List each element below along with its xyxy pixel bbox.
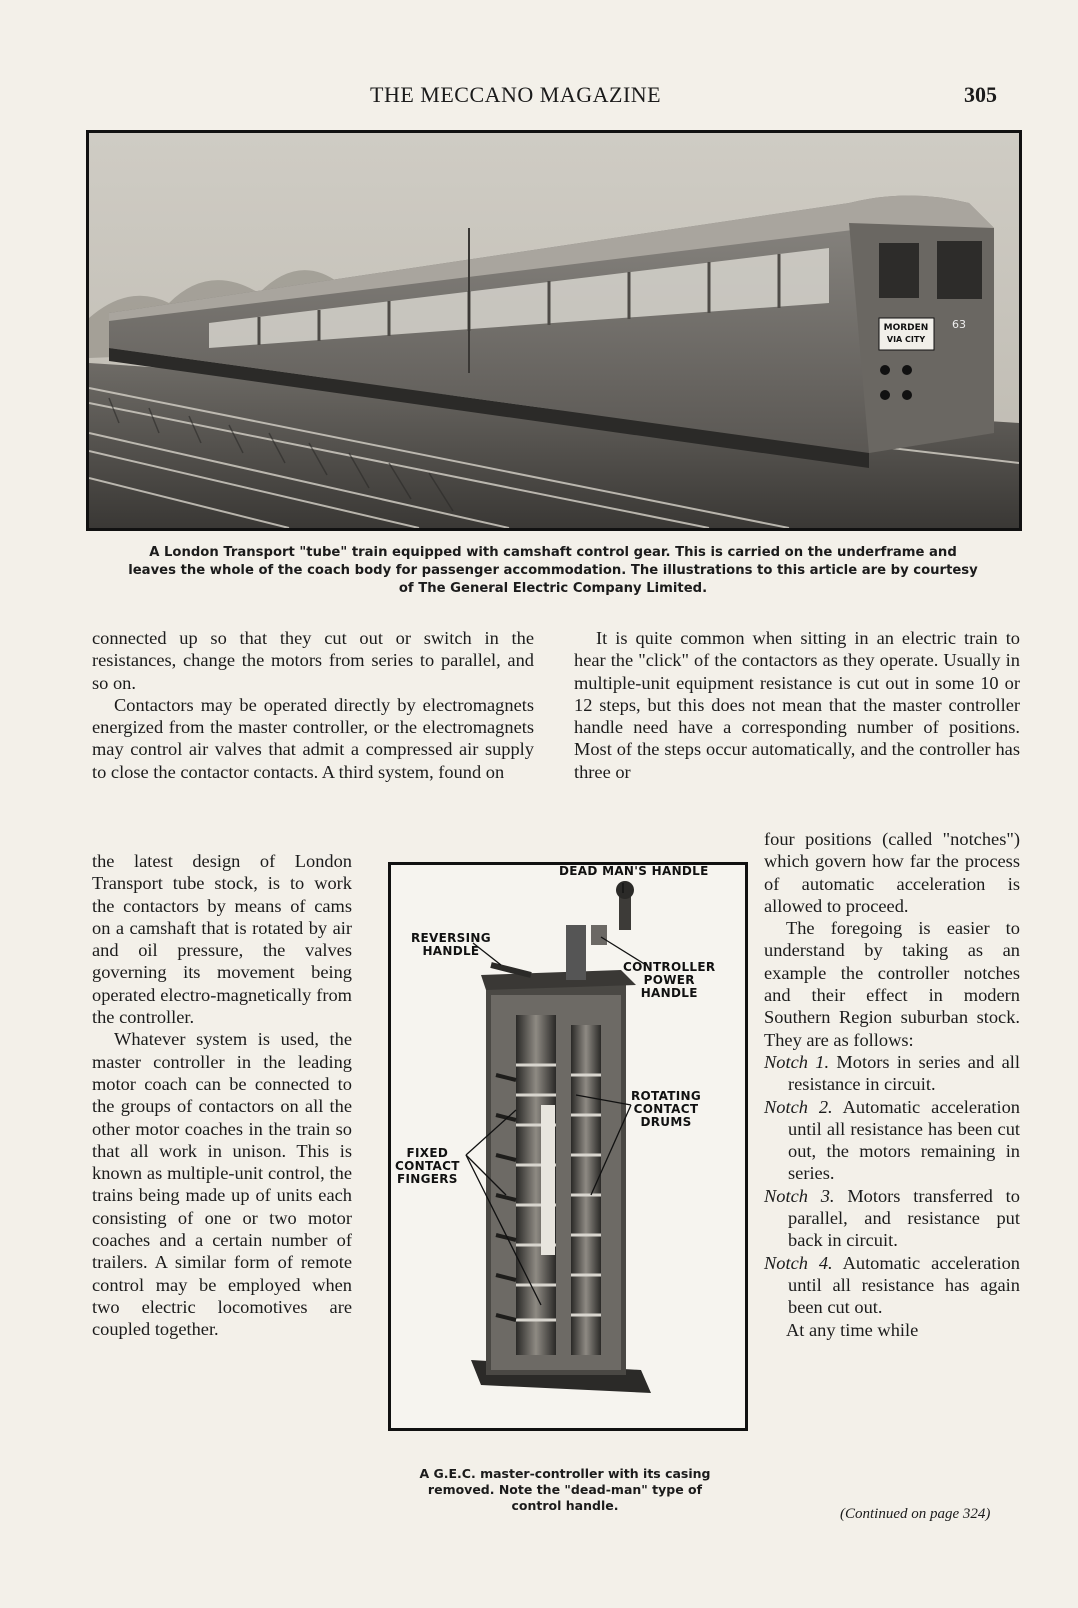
paragraph: It is quite common when sitting in an electric train to hear the "click" of the contactors as they operate. Usually in multiple-unit equipment resistance is cut out in some 10 or 12 steps, but this does not mean that the master controller handle need have a corresponding number of positions. Most of the steps occur automatically, and the controller has three or bbox=[574, 628, 1020, 782]
notch-text: Automatic acceleration until all resistance has been cut out, the motors remaining in series. bbox=[788, 1096, 1020, 1184]
label-line: CONTACT bbox=[395, 1159, 460, 1173]
label-line: REVERSING bbox=[411, 931, 491, 945]
paragraph: the latest design of London Transport tube stock, is to work the contactors by means of cams on a camshaft that is rotated by air and oil pressure, the valves governing its movement being operated electro-magnetically from the controller. bbox=[92, 851, 352, 1028]
label-line: ROTATING bbox=[631, 1089, 701, 1103]
label-reversing-handle bbox=[411, 932, 491, 958]
right-column-top bbox=[574, 627, 1020, 783]
label-fixed-contact-fingers bbox=[395, 1147, 460, 1186]
notch-item bbox=[764, 1096, 1020, 1185]
notch-label: Notch 4. bbox=[764, 1252, 833, 1273]
figure-caption-line: removed. Note the "dead-man" type of bbox=[427, 1482, 703, 1497]
notch-text: Motors in series and all resistance in circuit. bbox=[788, 1051, 1020, 1095]
paragraph: Contactors may be operated directly by electromagnets energized from the master controller, or the electromagnets may control air valves that admit a compressed air supply to close the contactor contacts. A third system, found on bbox=[92, 694, 534, 782]
running-head: THE MECCANO MAGAZINE bbox=[370, 82, 662, 107]
destination-board-line2: VIA CITY bbox=[886, 335, 926, 344]
continued-note: (Continued on page 324) bbox=[840, 1506, 991, 1522]
photo-caption-line: leaves the whole of the coach body for passenger accommodation. The illustrations to this article are by courtesy bbox=[128, 563, 978, 578]
notch-label: Notch 1. bbox=[764, 1051, 830, 1072]
label-line: FINGERS bbox=[396, 1172, 458, 1186]
label-line: HANDLE bbox=[640, 986, 698, 1000]
figure-caption-line: control handle. bbox=[511, 1498, 619, 1513]
label-dead-mans-handle: DEAD MAN'S HANDLE bbox=[559, 864, 709, 878]
notch-text: Automatic acceleration until all resistance has again been cut out. bbox=[788, 1252, 1020, 1318]
photo-caption-line: of The General Electric Company Limited. bbox=[398, 581, 708, 596]
paragraph: four positions (called "notches") which govern how far the process of automatic acceleration is allowed to proceed. bbox=[764, 829, 1020, 916]
label-line: HANDLE bbox=[422, 944, 480, 958]
figure-caption-line: A G.E.C. master-controller with its casing bbox=[419, 1466, 711, 1481]
paragraph: connected up so that they cut out or switch in the resistances, change the motors from series to parallel, and so on. bbox=[92, 628, 534, 693]
left-column-top bbox=[92, 627, 534, 783]
label-line: POWER bbox=[643, 973, 695, 987]
label-line: CONTACT bbox=[633, 1102, 699, 1116]
notch-label: Notch 3. bbox=[764, 1185, 835, 1206]
figure-caption bbox=[384, 1466, 746, 1514]
left-column-narrow bbox=[92, 850, 352, 1341]
photo-caption bbox=[86, 544, 1020, 598]
notch-item bbox=[764, 1252, 1020, 1319]
photo-caption-line: A London Transport "tube" train equipped with camshaft control gear. This is carried on the underframe and bbox=[149, 545, 957, 560]
train-photograph bbox=[86, 130, 1022, 531]
label-line: CONTROLLER bbox=[623, 960, 716, 974]
label-controller-power-handle bbox=[623, 961, 715, 1000]
paragraph: Whatever system is used, the master controller in the leading motor coach can be connected to the groups of contactors on all the other motor coaches in the train so that all work in unison. This is known as multiple-unit control, the trains being made up of units each consisting of one or two motor coaches and a certain number of trailers. A similar form of remote control may be employed when two electric locomotives are coupled together. bbox=[92, 1029, 352, 1340]
paragraph: At any time while bbox=[786, 1319, 919, 1340]
car-number: 63 bbox=[952, 318, 966, 331]
label-line: DRUMS bbox=[640, 1115, 692, 1129]
notch-item bbox=[764, 1051, 1020, 1096]
notch-text: Motors transferred to parallel, and resistance put back in circuit. bbox=[788, 1185, 1020, 1251]
notch-item bbox=[764, 1185, 1020, 1252]
destination-board-line1: MORDEN bbox=[883, 323, 929, 333]
train-illustration bbox=[89, 133, 1019, 528]
label-line: FIXED bbox=[406, 1146, 449, 1160]
controller-figure bbox=[388, 862, 748, 1431]
notch-label: Notch 2. bbox=[764, 1096, 833, 1117]
paragraph: The foregoing is easier to understand by taking as an example the controller notches and their effect in modern Southern Region suburban stock. They are as follows: bbox=[764, 918, 1020, 1050]
right-column-narrow bbox=[764, 828, 1020, 1341]
page-number: 305 bbox=[964, 82, 997, 107]
label-rotating-contact-drums bbox=[631, 1090, 701, 1129]
